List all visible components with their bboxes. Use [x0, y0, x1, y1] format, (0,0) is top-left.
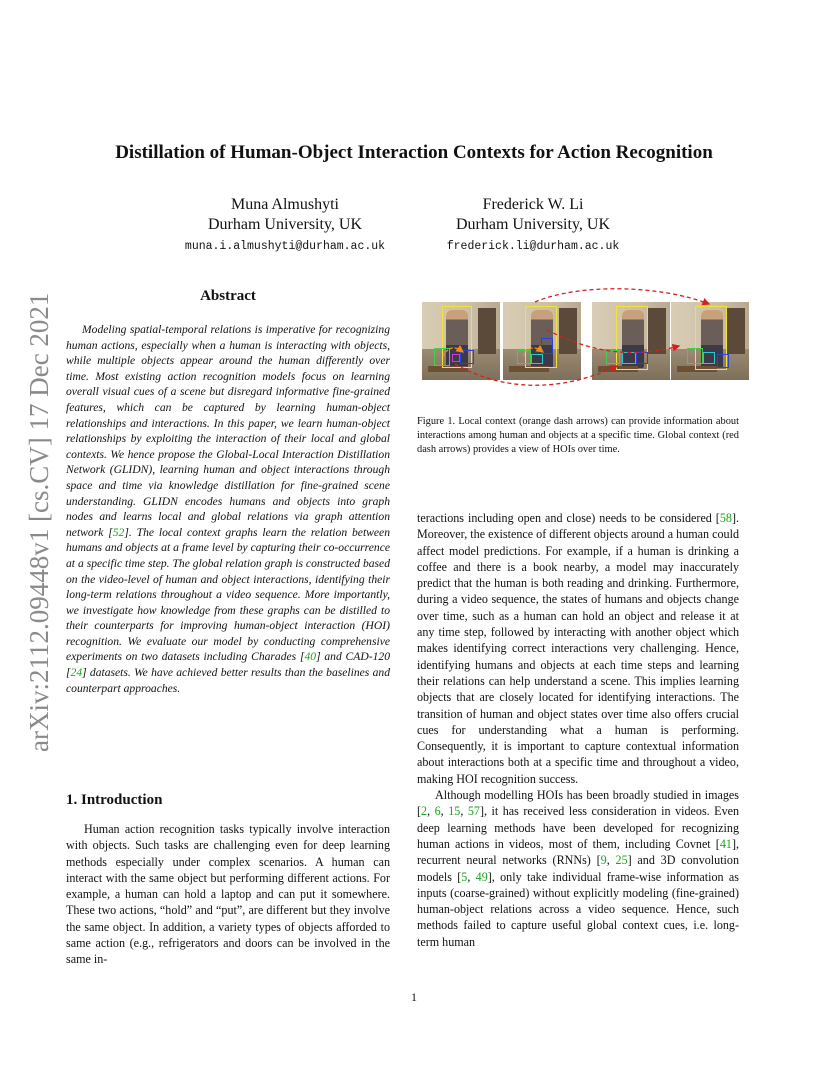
arxiv-identifier: arXiv:2112.09448v1 [cs.CV] 17 Dec 2021 — [24, 292, 54, 753]
local-context-arrow — [523, 348, 543, 356]
paragraph: Although modelling HOIs has been broadly studied in images [2, 6, 15, 57], it has received less consideration in videos. Even deep learning methods have been developed for recognizing human actions in videos, most of them, including Covnet [41], recurrent neural networks (RNNs) [9, 25] and 3D convolution models [5, 49], only take individual frame-wise information as inputs (coarse-grained) without explicitly modeling (fine-grained) human-object relations across a video sequence. Hence, such methods failed to capture useful global context cues, i.e. long-term human — [417, 788, 740, 949]
global-context-arrow — [547, 330, 679, 353]
citation-link[interactable]: 49 — [475, 869, 488, 884]
author-email[interactable]: frederick.li@durham.ac.uk — [446, 240, 620, 253]
page-number: 1 — [411, 990, 417, 1004]
author-name: Frederick W. Li — [482, 196, 584, 213]
citation-link[interactable]: 57 — [467, 804, 480, 819]
global-context-arrow — [535, 289, 709, 304]
local-context-arrow — [443, 348, 463, 356]
context-arrows — [417, 290, 749, 382]
citation-link[interactable]: 41 — [719, 836, 732, 851]
citation-link[interactable]: 9 — [600, 853, 607, 868]
citation-link[interactable]: 25 — [615, 853, 628, 868]
author-affiliation: Durham University, UK — [207, 216, 363, 233]
citation-link[interactable]: 6 — [434, 804, 441, 819]
abstract-heading: Abstract — [200, 288, 256, 304]
paragraph: teractions including open and close) needs to be considered [58]. Moreover, the existence of different objects around a human could affect model predictions. For example, if a human is drinking a coffee and there is a book nearby, a model may inaccurately predict that the human is both reading and drinking. Furthermore, during a video sequence, the states of humans and objects change over time, such as a human can hold an object and release it at any time step, followed by interacting with another object which makes identifying correct interactions very challenging. Hence, identifying humans and objects at each time steps and learning their relations can help understand a scene. This implies learning objects that are closely located for identifying interactions. The transition of human and object states over time also offers crucial cues for understanding what a human is performing. Consequently, it is important to capture contextual information about interactions both at a specific time and throughout a video, making HOI recognition success. — [417, 511, 739, 786]
citation-link[interactable]: 24 — [70, 666, 83, 680]
figure-1-image — [417, 290, 749, 382]
citation-link[interactable]: 2 — [421, 804, 428, 819]
paper-title: Distillation of Human-Object Interaction Contexts for Action Recognition — [115, 142, 713, 163]
author-email[interactable]: muna.i.almushyti@durham.ac.uk — [184, 240, 386, 253]
citation-link[interactable]: 52 — [112, 525, 125, 539]
author-name: Muna Almushyti — [230, 196, 339, 213]
global-context-arrow — [455, 364, 617, 385]
section-heading-introduction: 1. Introduction — [66, 792, 163, 808]
citation-link[interactable]: 58 — [719, 511, 732, 525]
introduction-text: Human action recognition tasks typically involve interaction with objects. Such tasks are challenging even for deep learning methods especially under complex scenarios. A human can interact with the same object but performing different actions. For example, a human can hold a laptop and can put it somewhere. These two actions, “hold” and “put”, are different but they involve the same object. In addition, a variety types of objects afforded to same action (e.g., refrigerators and doors can be involved in the same in- — [66, 822, 390, 967]
author-block — [418, 195, 648, 255]
figure-caption: Figure 1. Local context (orange dash arrows) can provide information about interactions among human and objects at a specific time. Global context (red dash arrows) provides a view of HOIs over time. — [417, 416, 739, 455]
right-column-text — [417, 510, 739, 950]
citation-link[interactable]: 15 — [448, 804, 461, 819]
citation-link[interactable]: 40 — [304, 650, 317, 664]
abstract-text: Modeling spatial-temporal relations is imperative for recognizing human actions, especially when a human is interacting with objects, while multiple objects appear around the human differently over time. Most existing action recognition models focus on learning overall visual cues of a scene but disregard informative fine-grained features, which can be captured by learning human-object relationships and interactions. In this paper, we learn human-object relationships by exploiting the interaction of their local and global contexts. We hence propose the Global-Local Interaction Distillation Network (GLIDN), learning human and object interactions through space and time via knowledge distillation for fine-grained scene understanding. GLIDN encodes humans and objects into graph nodes and learns local and global relations via graph attention network [52]. The local context graphs learn the relation between humans and objects at a frame level by capturing their co-occurrence at a specific time step. The global relation graph is constructed based on the video-level of human and object interactions, identifying their long-term relations throughout a video sequence. More importantly, we investigate how knowledge from these graphs can be distilled to their counterparts for improving human-object interaction (HOI) recognition. We evaluate our model by conducting comprehensive experiments on two datasets including Charades [40] and CAD-120 [24] datasets. We have achieved better results than the baselines and counterpart approaches. — [66, 323, 390, 695]
citation-link[interactable]: 5 — [461, 869, 468, 884]
author-affiliation: Durham University, UK — [455, 216, 611, 233]
author-block — [170, 195, 400, 255]
